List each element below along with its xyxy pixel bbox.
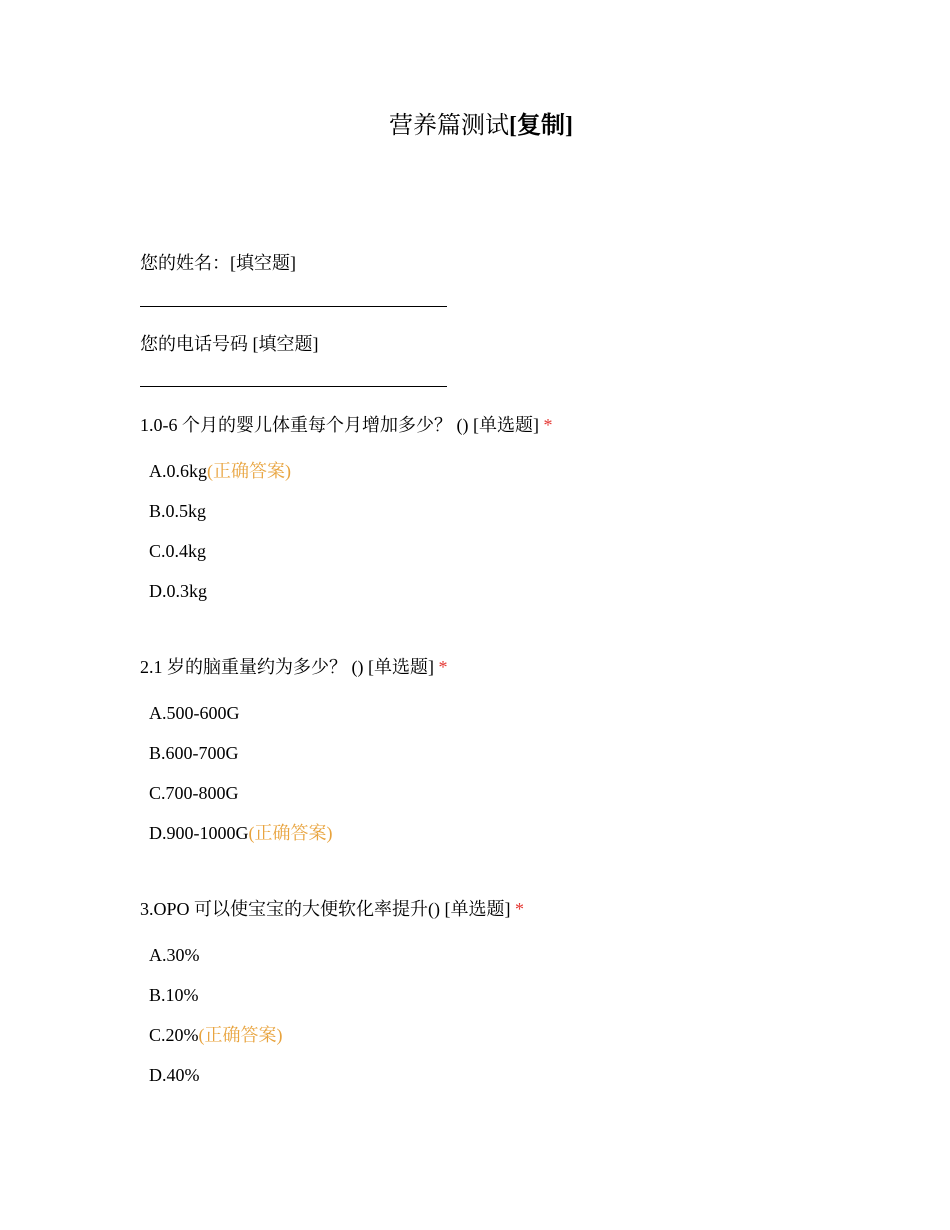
survey-title: 营养篇测试 bbox=[389, 113, 509, 139]
name-input-line[interactable] bbox=[140, 306, 447, 307]
survey-title-suffix: [复制] bbox=[509, 113, 573, 139]
q1-option-c[interactable] bbox=[149, 539, 206, 563]
option-label: C.700-800G bbox=[149, 783, 239, 803]
q2-option-b[interactable] bbox=[149, 741, 239, 765]
q3-option-a[interactable] bbox=[149, 943, 200, 967]
field-type-tag: [填空题] bbox=[230, 253, 296, 273]
option-label: A.30% bbox=[149, 945, 200, 965]
question-3 bbox=[140, 897, 524, 921]
correct-answer-note: (正确答案) bbox=[198, 1025, 283, 1045]
option-label: C.0.4kg bbox=[149, 541, 207, 561]
q3-option-d[interactable] bbox=[149, 1063, 200, 1087]
question-2 bbox=[140, 655, 447, 679]
field-label: 您的电话号码 bbox=[140, 334, 248, 354]
page-title bbox=[0, 110, 950, 142]
option-label: D.0.3kg bbox=[149, 581, 207, 601]
q3-option-c[interactable] bbox=[149, 1023, 283, 1047]
option-label: B.0.5kg bbox=[149, 501, 207, 521]
q1-option-b[interactable] bbox=[149, 499, 206, 523]
question-text: 1.0-6 个月的婴儿体重每个月增加多少？ () [单选题] bbox=[140, 415, 544, 435]
q2-option-a[interactable] bbox=[149, 701, 240, 725]
q2-option-c[interactable] bbox=[149, 781, 239, 805]
name-field-label bbox=[140, 251, 296, 275]
correct-answer-note: (正确答案) bbox=[248, 823, 333, 843]
field-type-tag: [填空题] bbox=[248, 334, 319, 354]
question-text: 3.OPO 可以使宝宝的大便软化率提升() [单选题] bbox=[140, 899, 515, 919]
phone-input-line[interactable] bbox=[140, 386, 447, 387]
q3-option-b[interactable] bbox=[149, 983, 199, 1007]
q1-option-a[interactable] bbox=[149, 459, 291, 483]
option-label: A.0.6kg bbox=[149, 461, 207, 481]
q1-option-d[interactable] bbox=[149, 579, 207, 603]
correct-answer-note: (正确答案) bbox=[207, 461, 291, 481]
option-label: A.500-600G bbox=[149, 703, 240, 723]
question-1 bbox=[140, 413, 552, 437]
required-mark: * bbox=[514, 899, 524, 919]
required-mark: * bbox=[543, 415, 553, 435]
question-text: 2.1 岁的脑重量约为多少？ () [单选题] bbox=[140, 657, 439, 677]
q2-option-d[interactable] bbox=[149, 821, 333, 845]
field-label: 您的姓名： bbox=[140, 253, 230, 273]
phone-field-label bbox=[140, 332, 319, 356]
option-label: B.600-700G bbox=[149, 743, 239, 763]
option-label: B.10% bbox=[149, 985, 199, 1005]
option-label: D.900-1000G bbox=[149, 823, 249, 843]
option-label: D.40% bbox=[149, 1065, 200, 1085]
option-label: C.20% bbox=[149, 1025, 199, 1045]
required-mark: * bbox=[438, 657, 448, 677]
